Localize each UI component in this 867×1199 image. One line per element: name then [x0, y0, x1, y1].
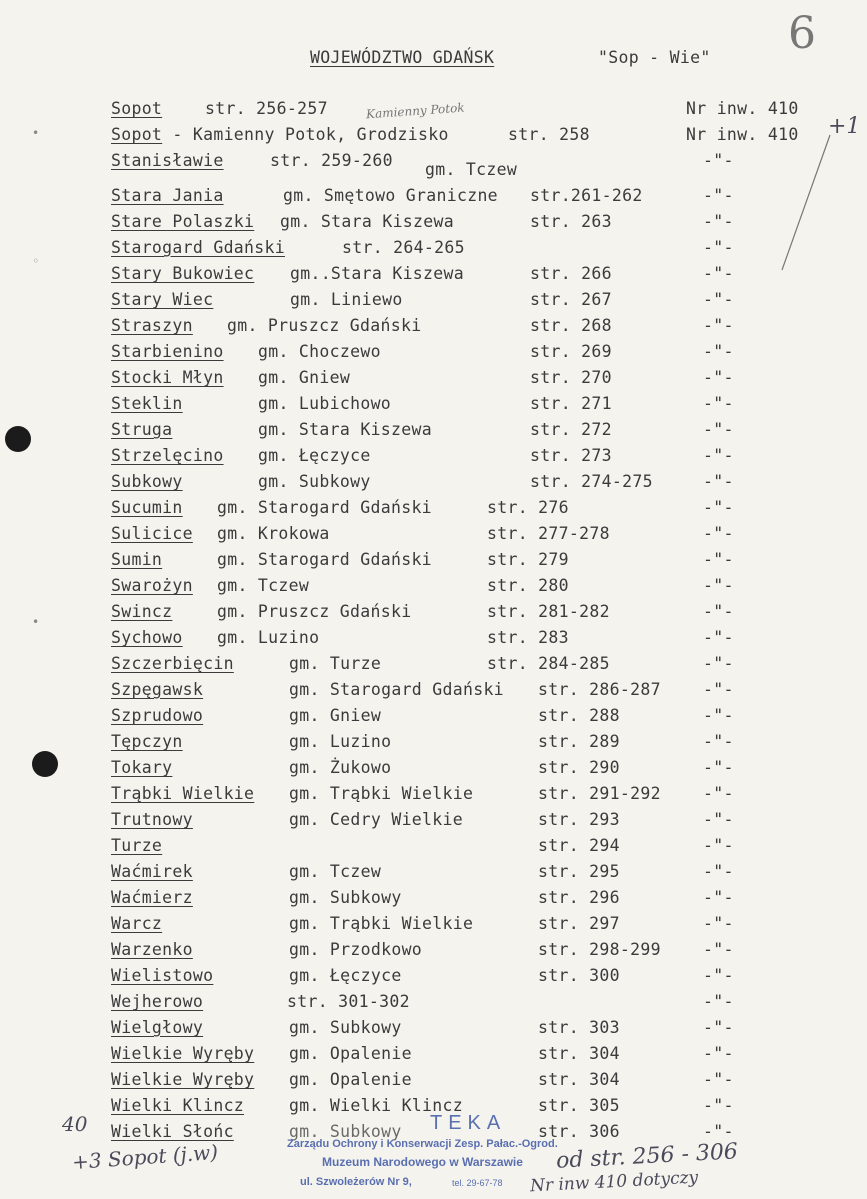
entry-pages: str. 297: [538, 914, 620, 933]
entry-inv: -"-: [703, 1044, 734, 1063]
entry-place: Wejherowo: [111, 992, 204, 1011]
entry-pages: str. 266: [530, 264, 612, 283]
handwritten-inventory-note: Nr inw 410 dotyczy: [529, 1167, 699, 1197]
entry-place: Sumin: [111, 550, 163, 569]
entry-place: Waćmirek: [111, 862, 193, 881]
entry-pages: str. 272: [530, 420, 612, 439]
pencil-stroke: [770, 130, 840, 280]
entry-pages: str. 289: [538, 732, 620, 751]
entry-place: Szpęgawsk: [111, 680, 204, 699]
entry-place: Turze: [111, 836, 163, 855]
entry-gmina: gm. Luzino: [217, 628, 320, 647]
entry-place: Wielki Słońc: [111, 1122, 234, 1141]
entry-inv: -"-: [703, 524, 734, 543]
margin-dot: •: [32, 615, 40, 629]
entry-inv: -"-: [703, 706, 734, 725]
entry-inv: -"-: [703, 1122, 734, 1141]
entry-pages: str. 303: [538, 1018, 620, 1037]
entry-pages: str. 271: [530, 394, 612, 413]
entry-gmina: gm. Stara Kiszewa: [258, 420, 432, 439]
entry-inv: -"-: [703, 498, 734, 517]
entry-pages: str. 279: [487, 550, 569, 569]
entry-pages: str. 296: [538, 888, 620, 907]
entry-gmina: gm. Luzino: [289, 732, 392, 751]
entry-inv: -"-: [703, 316, 734, 335]
stamp-line-4: tel. 29-67-78: [452, 1178, 503, 1188]
entry-pages: str. 295: [538, 862, 620, 881]
entry-pages: str. 294: [538, 836, 620, 855]
entry-pages: str. 263: [530, 212, 612, 231]
entry-pages: str. 306: [538, 1122, 620, 1141]
entry-place: Starogard Gdański: [111, 238, 285, 257]
entry-pages: str. 268: [530, 316, 612, 335]
entry-place: Stara Jania: [111, 186, 224, 205]
entry-inv: -"-: [703, 576, 734, 595]
entry-pages: str. 291-292: [538, 784, 661, 803]
entry-place: Strzelęcino: [111, 446, 224, 465]
entry-pages: str. 259-260: [270, 151, 393, 170]
entry-place: Wielistowo: [111, 966, 214, 985]
entry-gmina: gm. Łęczyce: [258, 446, 371, 465]
entry-place: Wielgłowy: [111, 1018, 204, 1037]
entry-gmina: gm. Pruszcz Gdański: [217, 602, 412, 621]
entry-gmina: gm. Łęczyce: [289, 966, 402, 985]
entry-gmina: gm. Tczew: [425, 160, 518, 179]
handwritten-note-kamienny-potok: Kamienny Potok: [365, 100, 465, 122]
entry-pages: str. 281-282: [487, 602, 610, 621]
entry-pages: str. 274-275: [530, 472, 653, 491]
handwritten-plus-one: +1: [828, 114, 861, 139]
entry-gmina: gm. Smętowo Graniczne: [283, 186, 498, 205]
entry-inv: -"-: [703, 368, 734, 387]
entry-place: Wielkie Wyręby: [111, 1070, 255, 1089]
entry-pages: str. 270: [530, 368, 612, 387]
entry-gmina: gm. Turze: [289, 654, 382, 673]
entry-inv: -"-: [703, 654, 734, 673]
entry-gmina: gm. Starogard Gdański: [289, 680, 504, 699]
entry-gmina: gm. Liniewo: [290, 290, 403, 309]
stamp-line-2: Muzeum Narodowego w Warszawie: [322, 1155, 523, 1169]
handwritten-page-range: od str. 256 - 306: [555, 1139, 739, 1174]
entry-place: Swarożyn: [111, 576, 193, 595]
entry-gmina: gm. Pruszcz Gdański: [227, 316, 422, 335]
corner-mark: 6: [788, 8, 816, 59]
entry-place: Stanisławie: [111, 151, 224, 170]
entry-gmina: gm..Stara Kiszewa: [290, 264, 464, 283]
punch-hole: [5, 426, 31, 452]
entry-place: Waćmierz: [111, 888, 193, 907]
entry-inv: -"-: [703, 940, 734, 959]
entry-inv: -"-: [703, 394, 734, 413]
entry-pages: str. 304: [538, 1044, 620, 1063]
entry-pages: str. 264-265: [342, 238, 465, 257]
entry-inv: -"-: [703, 628, 734, 647]
entry-pages: str. 301-302: [287, 992, 410, 1011]
entry-inv: -"-: [703, 1070, 734, 1089]
entry-inv: -"-: [703, 758, 734, 777]
entry-inv: -"-: [703, 264, 734, 283]
entry-inv: -"-: [703, 1018, 734, 1037]
entry-place: Tępczyn: [111, 732, 183, 751]
entry-place: Stocki Młyn: [111, 368, 224, 387]
entry-inv: -"-: [703, 784, 734, 803]
entry-gmina: gm. Starogard Gdański: [217, 550, 432, 569]
entry-inv: -"-: [703, 836, 734, 855]
entry-inv: -"-: [703, 966, 734, 985]
entry-gmina: gm. Trąbki Wielkie: [289, 784, 474, 803]
entry-inv: -"-: [703, 550, 734, 569]
entry-inv: -"-: [703, 914, 734, 933]
entry-place: Sopot - Kamienny Potok, Grodzisko: [111, 125, 449, 144]
entry-inv: -"-: [703, 342, 734, 361]
entry-inv: -"-: [703, 862, 734, 881]
entry-gmina: gm. Opalenie: [289, 1044, 412, 1063]
entry-inv: -"-: [703, 238, 734, 257]
entry-pages: str. 293: [538, 810, 620, 829]
entry-gmina: gm. Subkowy: [289, 888, 402, 907]
entry-place: Stary Bukowiec: [111, 264, 255, 283]
entry-place: Struga: [111, 420, 173, 439]
entry-gmina: gm. Cedry Wielkie: [289, 810, 463, 829]
entry-gmina: gm. Subkowy: [258, 472, 371, 491]
entry-place: Trąbki Wielkie: [111, 784, 255, 803]
entry-pages: str. 256-257: [205, 99, 328, 118]
entry-inv: Nr inw. 410: [686, 125, 799, 144]
entry-pages: str. 305: [538, 1096, 620, 1115]
entry-gmina: gm. Tczew: [289, 862, 382, 881]
entry-inv: -"-: [703, 680, 734, 699]
entry-place: Trutnowy: [111, 810, 193, 829]
entry-pages: str. 277-278: [487, 524, 610, 543]
entry-place: Steklin: [111, 394, 183, 413]
entry-pages: str. 276: [487, 498, 569, 517]
handwritten-bottom-left-note: +3 Sopot (j.w): [71, 1139, 219, 1175]
header-region: WOJEWÓDZTWO GDAŃSK: [310, 48, 495, 67]
entry-pages: str.261-262: [530, 186, 643, 205]
entry-place: Warcz: [111, 914, 163, 933]
entry-gmina: gm. Starogard Gdański: [217, 498, 432, 517]
entry-gmina: gm. Gniew: [289, 706, 382, 725]
entry-inv: Nr inw. 410: [686, 99, 799, 118]
entry-place: Stare Polaszki: [111, 212, 255, 231]
entry-gmina: gm. Lubichowo: [258, 394, 392, 413]
entry-place: Starbienino: [111, 342, 224, 361]
entry-pages: str. 288: [538, 706, 620, 725]
entry-place: Straszyn: [111, 316, 193, 335]
entry-pages: str. 258: [508, 125, 590, 144]
entry-pages: str. 298-299: [538, 940, 661, 959]
entry-gmina: gm. Subkowy: [289, 1018, 402, 1037]
entry-inv: -"-: [703, 888, 734, 907]
stamp-line-3: ul. Szwoleżerów Nr 9,: [300, 1176, 412, 1188]
entry-gmina: gm. Żukowo: [289, 758, 392, 777]
entry-gmina: gm. Opalenie: [289, 1070, 412, 1089]
entry-inv: -"-: [703, 1096, 734, 1115]
entry-pages: str. 283: [487, 628, 569, 647]
stamp-title: TEKA: [430, 1112, 507, 1134]
handwritten-left-number: 40: [62, 1112, 88, 1136]
entry-inv: -"-: [703, 602, 734, 621]
entry-place: Sopot: [111, 99, 163, 118]
entry-place: Szczerbięcin: [111, 654, 234, 673]
entry-pages: str. 269: [530, 342, 612, 361]
punch-hole: [32, 751, 58, 777]
entry-inv: -"-: [703, 446, 734, 465]
entry-pages: str. 284-285: [487, 654, 610, 673]
entry-inv: -"-: [703, 472, 734, 491]
entry-pages: str. 273: [530, 446, 612, 465]
margin-dot: •: [32, 126, 40, 140]
header-range: "Sop - Wie": [598, 48, 711, 67]
entry-gmina: gm. Przodkowo: [289, 940, 423, 959]
entry-inv: -"-: [703, 732, 734, 751]
entry-inv: -"-: [703, 212, 734, 231]
entry-place: Sychowo: [111, 628, 183, 647]
entry-gmina: gm. Choczewo: [258, 342, 381, 361]
entry-inv: -"-: [703, 810, 734, 829]
entry-place: Szprudowo: [111, 706, 204, 725]
entry-gmina: gm. Subkowy: [289, 1122, 402, 1141]
entry-place: Tokary: [111, 758, 173, 777]
margin-dot: ◦: [32, 254, 40, 268]
entry-gmina: gm. Trąbki Wielkie: [289, 914, 474, 933]
entry-pages: str. 267: [530, 290, 612, 309]
entry-place: Sulicice: [111, 524, 193, 543]
entry-gmina: gm. Stara Kiszewa: [280, 212, 454, 231]
entry-place: Wielki Klincz: [111, 1096, 245, 1115]
entry-place: Subkowy: [111, 472, 183, 491]
entry-inv: -"-: [703, 151, 734, 170]
entry-place: Stary Wiec: [111, 290, 214, 309]
entry-gmina: gm. Tczew: [217, 576, 310, 595]
entry-pages: str. 280: [487, 576, 569, 595]
entry-inv: -"-: [703, 992, 734, 1011]
entry-place: Wielkie Wyręby: [111, 1044, 255, 1063]
entry-inv: -"-: [703, 420, 734, 439]
entry-inv: -"-: [703, 290, 734, 309]
entry-place: Swincz: [111, 602, 173, 621]
entry-pages: str. 290: [538, 758, 620, 777]
entry-inv: -"-: [703, 186, 734, 205]
entry-place: Sucumin: [111, 498, 183, 517]
entry-gmina: gm. Krokowa: [217, 524, 330, 543]
entry-gmina: gm. Wielki Klincz: [289, 1096, 463, 1115]
entry-pages: str. 304: [538, 1070, 620, 1089]
entry-pages: str. 286-287: [538, 680, 661, 699]
stamp-line-1: Zarządu Ochrony i Konserwacji Zesp. Pałac.-Ogrod.: [287, 1138, 558, 1150]
entry-pages: str. 300: [538, 966, 620, 985]
entry-place: Warzenko: [111, 940, 193, 959]
entry-gmina: gm. Gniew: [258, 368, 351, 387]
